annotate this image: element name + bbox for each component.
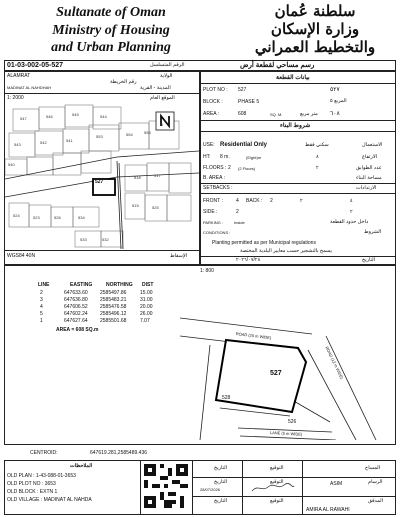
site-plan [180, 290, 380, 440]
parcel-label: 523 [33, 215, 40, 220]
reviewer-name: AMIRA AL RAWAHI [306, 507, 350, 513]
back-value: 2 [270, 198, 273, 204]
table-row: 3 [40, 297, 43, 303]
area-value: 608 [238, 111, 247, 117]
parcel-label: 542 [40, 140, 47, 145]
area-label: AREA : [203, 111, 220, 117]
main-map-scale: 1: 800 [200, 268, 214, 274]
parcel-label: 518 [134, 175, 141, 180]
parcel-label: 543 [14, 142, 21, 147]
issue-date-label-ar: التاريخ [362, 257, 375, 263]
setbacks-label-ar: الارتدادات [356, 185, 377, 191]
plot-no-value: 527 [238, 87, 247, 93]
projection: WGS84 40N [7, 253, 36, 259]
village-value: MADINAT AL NAHDHAH [7, 85, 52, 90]
table-cell: 2585497.86 [100, 290, 127, 296]
north-arrow-label: N [160, 122, 163, 127]
road-12m-label: ROAD (12 m WIDE) [324, 345, 345, 380]
use-value: Residential Only [220, 142, 268, 148]
main-plot-label: 527 [270, 370, 282, 377]
neighbor-label: 526 [288, 419, 297, 425]
parcel-label: 526 [54, 215, 61, 220]
location-map [5, 103, 199, 249]
parcel-label: 545 [72, 112, 79, 117]
parcel-label: 546 [46, 114, 53, 119]
location-plot-label: 527 [95, 179, 104, 185]
centroid-value: 647619.281,2585489.436 [90, 450, 148, 456]
block-label: BLOCK : [203, 99, 223, 105]
date-col-ar: التاريخ [214, 498, 227, 504]
issue-date: ٢٠٢٦/٠٧/٢٨ [236, 257, 261, 263]
parcel-label: 553 [96, 134, 103, 139]
parking-label: PARKING : [203, 220, 223, 225]
parcel-label: 555 [144, 130, 151, 135]
table-cell: 26.00 [140, 311, 153, 317]
neighbor-label: 528 [222, 395, 231, 401]
planting-note: Planting permitted as per Municipal regulations [212, 240, 316, 246]
floors-label-ar: عدد الطوابق [356, 165, 382, 171]
plot-no-ar: ٥٢٧ [330, 87, 340, 93]
table-cell: 20.00 [140, 304, 153, 310]
built-area-label-ar: مساحة البناء [356, 175, 382, 181]
serial-number: 01-03-002-05-527 [7, 62, 64, 69]
area-ar: ٦٠٨ [330, 111, 340, 117]
document-title-ar: رسم مساحي لقطعة أرض [240, 62, 315, 69]
header-en-line1: Sultanate of Oman [56, 5, 166, 20]
table-cell: 647606.52 [64, 304, 88, 310]
front-ar: ٤ [350, 198, 353, 204]
parcel-label: 532 [102, 237, 109, 242]
building-conditions-title-ar: شروط البناء [280, 123, 311, 129]
floors-value: 2 [228, 165, 231, 171]
front-label: FRONT : [203, 198, 223, 204]
col-header-dist: DIST [142, 282, 154, 288]
table-cell: 2585483.21 [100, 297, 127, 303]
header-ar-line2: وزارة الإسكان [270, 20, 360, 38]
use-ar: سكني فقط [305, 142, 329, 148]
signature-mark [250, 479, 296, 494]
parcel-label: 534 [78, 215, 85, 220]
area-unit: SQ. M. [270, 112, 283, 117]
block-value: PHASE 5 [238, 99, 260, 105]
back-label: BACK : [246, 198, 263, 204]
plot-no-label: PLOT NO : [203, 87, 228, 93]
planting-note-ar: يسمح بالتشجير حسب معايير البلدية المختصة [240, 248, 332, 254]
parcel-label: 515 [132, 203, 139, 208]
header-en-line3: and Urban Planning [51, 40, 171, 55]
reviewer-label-ar: المدقق [368, 498, 383, 504]
area-unit-ar: متر مربع [300, 111, 318, 117]
plot-data-title-ar: بيانات القطعة [276, 75, 310, 81]
notes-title-ar: الملاحظات [70, 463, 93, 469]
header-en-line2: Ministry of Housing [52, 23, 170, 38]
sign-date: 28/07/2026 [200, 487, 221, 492]
date-col-ar: التاريخ [214, 465, 227, 471]
drafter-label-ar: الرسام [368, 479, 383, 485]
parcel-label: 541 [66, 138, 73, 143]
height-label-ar: الارتفاع [362, 154, 378, 160]
table-cell: 2585496.12 [100, 311, 127, 317]
table-cell: 647636.80 [64, 297, 88, 303]
height-ar: ٨ [316, 154, 319, 160]
parcel-label: 547 [20, 116, 27, 121]
conditions-label: CONDITIONS : [203, 230, 231, 235]
parcel-label: 554 [126, 132, 133, 137]
table-cell: 647633.60 [64, 290, 88, 296]
parcel-label: 525 [152, 205, 159, 210]
block-ar: المربع ٥ [330, 98, 347, 104]
col-header-northing: NORTHING [106, 282, 133, 288]
floors-label: FLOORS : [203, 165, 227, 171]
signature-col-ar: التوقيع [270, 479, 284, 485]
height-note: (Eight)m [246, 155, 262, 160]
parking-value: Inside [234, 220, 245, 225]
table-row: 1 [40, 318, 43, 324]
table-cell: 15.00 [140, 290, 153, 296]
projection-label-ar: الإسقاط [170, 253, 188, 259]
signature-col-ar: التوقيع [270, 498, 284, 504]
parcel-label: 524 [13, 213, 20, 218]
road-20m-label: ROAD (20 m WIDE) [235, 331, 272, 341]
table-cell: 647602.24 [64, 311, 88, 317]
location-scale: 1: 2000 [7, 95, 24, 101]
general-location-label-ar: الموقع العام [150, 95, 175, 101]
side-label: SIDE : [203, 209, 218, 215]
parcel-label: 533 [80, 237, 87, 242]
old-block: OLD BLOCK : EXTN 1 [7, 489, 58, 495]
old-plan: OLD PLAN : 1-43-088-01-3653 [7, 473, 76, 479]
header-ar-line1: سلطنة عُمان [274, 2, 356, 20]
area-summary: AREA = 608 SQ.m [56, 327, 99, 333]
lane-label: LANE (5 m WIDE) [269, 430, 303, 437]
date-col-ar: التاريخ [214, 479, 227, 485]
parcel-label: 517 [154, 173, 161, 178]
height-value: 8 m. [220, 154, 230, 160]
parcel-label: 544 [100, 114, 107, 119]
side-ar: ٢ [350, 209, 353, 215]
serial-label-ar: الرقم المتسلسل [150, 62, 185, 68]
table-row: 5 [40, 311, 43, 317]
map-number-label-ar: رقم الخريطة [110, 79, 137, 85]
table-cell: 31.00 [140, 297, 153, 303]
table-cell: 2585476.58 [100, 304, 127, 310]
floors-note: (2 Floors) [238, 166, 256, 171]
col-header-easting: EASTING [70, 282, 93, 288]
table-row: 2 [40, 290, 43, 296]
wilayat-label-ar: الولاية [160, 73, 173, 79]
table-cell: 647627.64 [64, 318, 88, 324]
table-cell: 2585501.68 [100, 318, 127, 324]
table-cell: 7.07 [140, 318, 150, 324]
wilayat-value: ALAMRAT [7, 73, 31, 79]
header-ar-line3: والتخطيط العمراني [254, 38, 376, 56]
built-area-label: B. AREA : [203, 175, 225, 181]
front-value: 4 [236, 198, 239, 204]
parking-ar: داخل حدود القطعة [330, 219, 369, 225]
centroid-label: CENTROID: [30, 450, 58, 456]
signature-col-ar: التوقيع [270, 465, 284, 471]
use-label-ar: الاستعمال [362, 142, 383, 148]
floors-ar: ٢ [316, 165, 319, 171]
parcel-label: 540 [8, 162, 15, 167]
old-village: OLD VILLAGE : MADINAT AL NAHDA [7, 497, 92, 503]
height-label: HT: [203, 154, 211, 160]
table-row: 4 [40, 304, 43, 310]
old-plot: OLD PLOT NO : 3653 [7, 481, 56, 487]
back-ar: ٢ [300, 198, 303, 204]
use-label: USE: [203, 142, 215, 148]
side-value: 2 [236, 209, 239, 215]
qr-code [144, 464, 188, 508]
village-label-ar: المدينة - القرية [140, 85, 171, 91]
drafter-name: ASIM [330, 481, 343, 487]
conditions-label-ar: الشروط [364, 229, 382, 235]
surveyor-label-ar: المساح [365, 465, 381, 471]
col-header-line: LINE [38, 282, 50, 288]
setbacks-label: SETBACKS : [203, 185, 233, 191]
